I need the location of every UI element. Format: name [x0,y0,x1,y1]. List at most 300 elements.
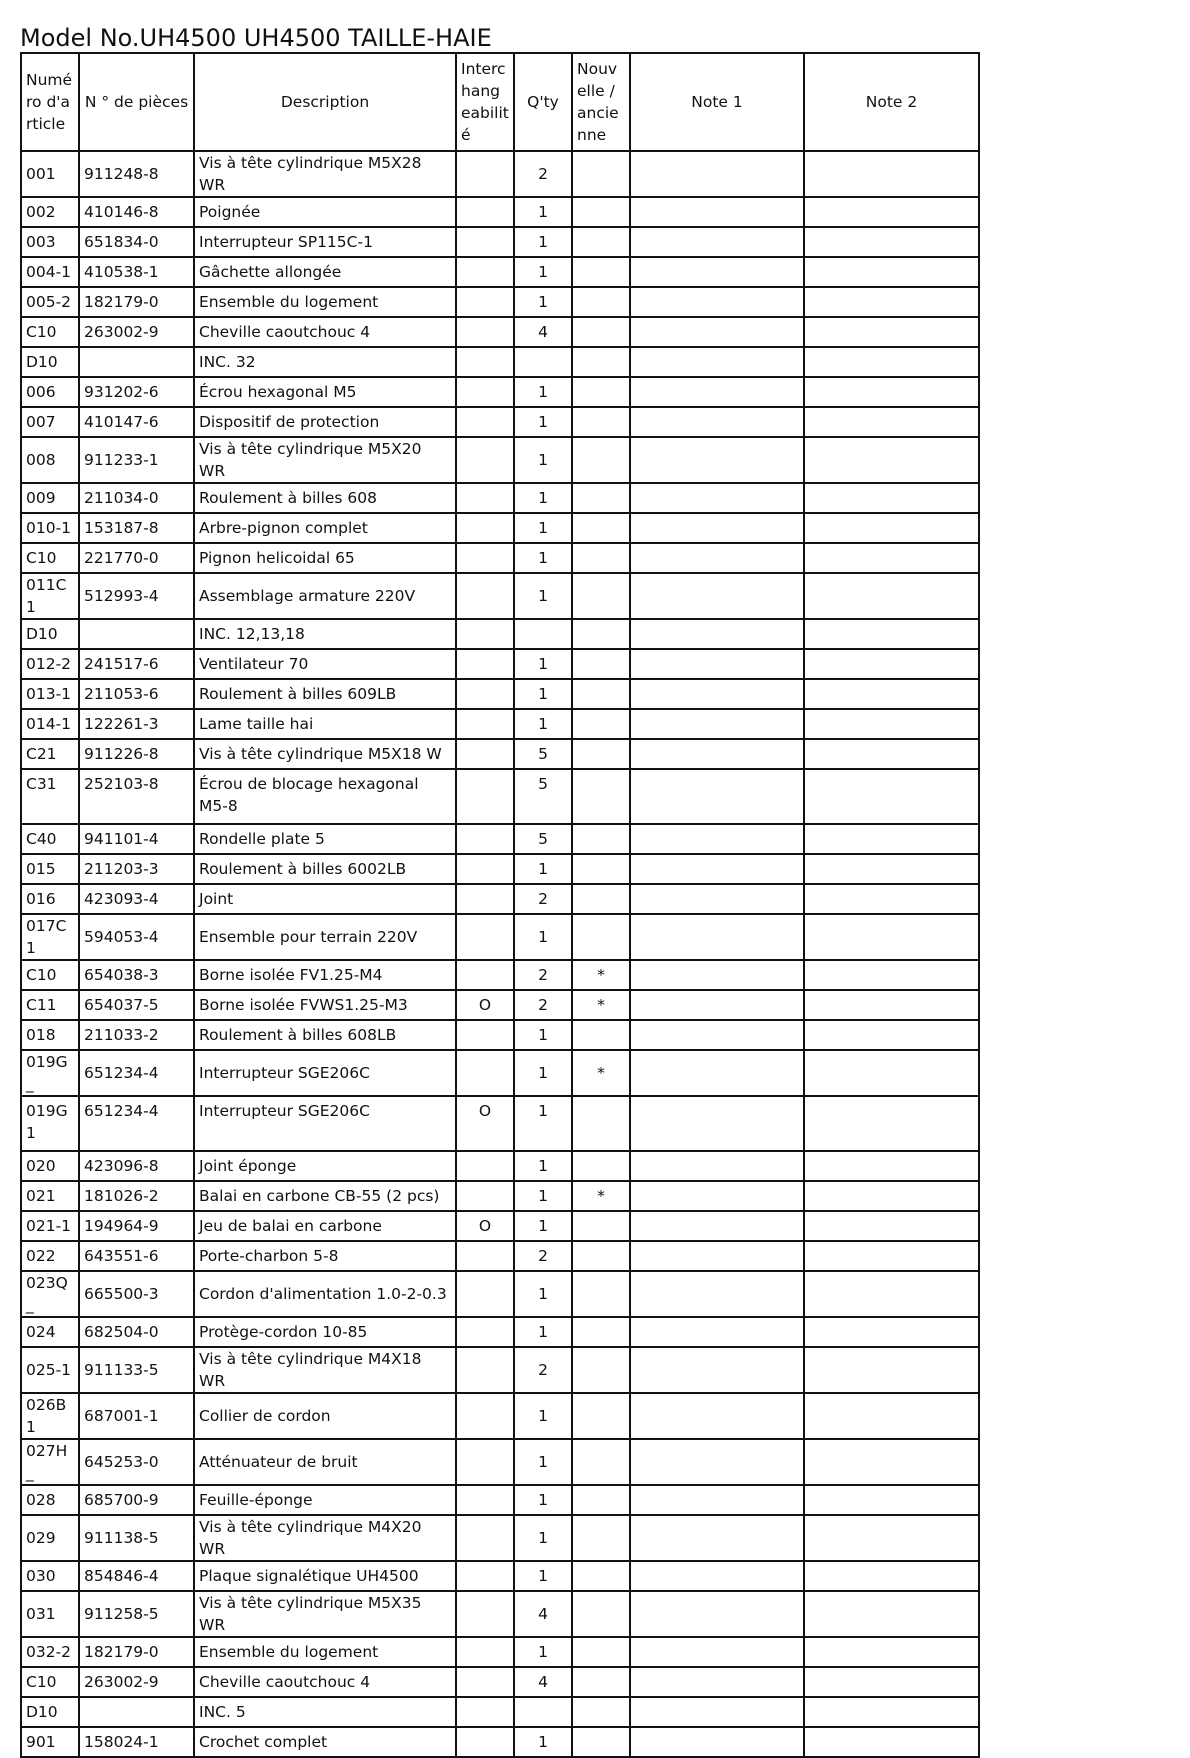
cell-note-1 [630,483,804,513]
cell-part-no: 651234-4 [79,1096,194,1151]
cell-description: Plaque signalétique UH4500 [194,1561,456,1591]
cell-item-no: 004-1 [21,257,79,287]
cell-new-old [572,1591,630,1637]
cell-description: INC. 12,13,18 [194,619,456,649]
cell-description: Roulement à billes 608LB [194,1020,456,1050]
table-row [21,257,979,287]
cell-part-no: 221770-0 [79,543,194,573]
cell-new-old [572,679,630,709]
cell-interchangeability [456,1727,514,1757]
page-title: Model No.UH4500 UH4500 TAILLE-HAIE [20,24,492,52]
cell-item-no: C10 [21,960,79,990]
cell-note-1 [630,914,804,960]
cell-interchangeability [456,619,514,649]
cell-part-no: 410146-8 [79,197,194,227]
table-row [21,1151,979,1181]
cell-qty: 5 [514,824,572,854]
cell-new-old [572,151,630,197]
cell-part-no: 931202-6 [79,377,194,407]
cell-part-no: 211034-0 [79,483,194,513]
cell-note-1 [630,573,804,619]
cell-note-2 [804,1241,979,1271]
cell-note-1 [630,1561,804,1591]
cell-part-no: 512993-4 [79,573,194,619]
cell-new-old [572,649,630,679]
cell-item-no: 031 [21,1591,79,1637]
cell-description: Gâchette allongée [194,257,456,287]
cell-item-no: 009 [21,483,79,513]
cell-new-old: * [572,990,630,1020]
cell-note-1 [630,227,804,257]
cell-new-old [572,1271,630,1317]
cell-part-no: 194964-9 [79,1211,194,1241]
cell-note-1 [630,1020,804,1050]
cell-part-no: 122261-3 [79,709,194,739]
cell-note-1 [630,619,804,649]
cell-qty: 1 [514,649,572,679]
cell-description: Ensemble pour terrain 220V [194,914,456,960]
cell-part-no: 911133-5 [79,1347,194,1393]
cell-new-old [572,287,630,317]
cell-note-1 [630,1515,804,1561]
cell-part-no: 423093-4 [79,884,194,914]
cell-description: INC. 5 [194,1697,456,1727]
cell-qty: 1 [514,543,572,573]
table-row [21,1241,979,1271]
cell-new-old [572,377,630,407]
cell-note-1 [630,437,804,483]
cell-part-no: 181026-2 [79,1181,194,1211]
cell-qty: 1 [514,1727,572,1757]
cell-note-1 [630,151,804,197]
table-row [21,151,979,197]
table-row [21,1439,979,1485]
cell-qty: 1 [514,1211,572,1241]
cell-interchangeability [456,649,514,679]
cell-qty: 1 [514,1515,572,1561]
cell-note-2 [804,377,979,407]
cell-part-no: 645253-0 [79,1439,194,1485]
cell-item-no: 005-2 [21,287,79,317]
cell-qty: 1 [514,1637,572,1667]
cell-interchangeability [456,1347,514,1393]
header-part-no: N ° de pièces [79,53,194,151]
cell-part-no: 911233-1 [79,437,194,483]
cell-interchangeability [456,513,514,543]
cell-new-old [572,257,630,287]
cell-new-old: * [572,1181,630,1211]
table-row [21,1515,979,1561]
table-row [21,914,979,960]
cell-note-2 [804,960,979,990]
cell-qty: 5 [514,769,572,824]
cell-interchangeability [456,709,514,739]
cell-item-no: 002 [21,197,79,227]
cell-note-1 [630,1591,804,1637]
cell-note-2 [804,1485,979,1515]
cell-part-no: 423096-8 [79,1151,194,1181]
cell-interchangeability [456,227,514,257]
table-row [21,1637,979,1667]
cell-qty: 4 [514,317,572,347]
table-row [21,1697,979,1727]
cell-note-2 [804,1317,979,1347]
cell-part-no: 158024-1 [79,1727,194,1757]
table-row [21,437,979,483]
cell-part-no: 643551-6 [79,1241,194,1271]
cell-qty: 1 [514,1485,572,1515]
cell-note-1 [630,513,804,543]
cell-note-2 [804,884,979,914]
cell-interchangeability: O [456,990,514,1020]
cell-description: INC. 32 [194,347,456,377]
cell-interchangeability [456,1515,514,1561]
cell-item-no: 008 [21,437,79,483]
cell-note-2 [804,513,979,543]
cell-new-old [572,1317,630,1347]
cell-interchangeability [456,407,514,437]
cell-interchangeability [456,151,514,197]
cell-interchangeability [456,1439,514,1485]
cell-new-old [572,317,630,347]
header-note-1: Note 1 [630,53,804,151]
cell-qty: 4 [514,1591,572,1637]
cell-qty: 1 [514,287,572,317]
cell-description: Balai en carbone CB-55 (2 pcs) [194,1181,456,1211]
cell-note-2 [804,1561,979,1591]
parts-table [20,52,980,1758]
cell-interchangeability [456,1050,514,1096]
cell-new-old [572,573,630,619]
cell-note-1 [630,824,804,854]
cell-item-no: C10 [21,1667,79,1697]
table-row [21,317,979,347]
cell-qty: 1 [514,1561,572,1591]
cell-item-no: 023Q_ [21,1271,79,1317]
cell-note-1 [630,1439,804,1485]
table-header-row [21,53,979,151]
cell-part-no: 252103-8 [79,769,194,824]
cell-item-no: 010-1 [21,513,79,543]
cell-note-2 [804,437,979,483]
cell-item-no: C10 [21,317,79,347]
cell-part-no: 651234-4 [79,1050,194,1096]
cell-interchangeability [456,1151,514,1181]
cell-interchangeability: O [456,1096,514,1151]
cell-note-2 [804,854,979,884]
table-row [21,1667,979,1697]
cell-item-no: C21 [21,739,79,769]
table-row [21,1050,979,1096]
cell-note-1 [630,884,804,914]
cell-new-old [572,1096,630,1151]
cell-new-old [572,1485,630,1515]
cell-qty: 2 [514,1241,572,1271]
cell-note-2 [804,1667,979,1697]
cell-description: Assemblage armature 220V [194,573,456,619]
cell-qty: 1 [514,1151,572,1181]
cell-item-no: C40 [21,824,79,854]
cell-description: Porte-charbon 5-8 [194,1241,456,1271]
cell-description: Jeu de balai en carbone [194,1211,456,1241]
cell-item-no: 026B1 [21,1393,79,1439]
cell-part-no: 685700-9 [79,1485,194,1515]
cell-new-old [572,1697,630,1727]
cell-note-1 [630,1697,804,1727]
cell-new-old [572,407,630,437]
cell-note-2 [804,197,979,227]
cell-part-no: 911226-8 [79,739,194,769]
cell-item-no: 013-1 [21,679,79,709]
table-row [21,1485,979,1515]
cell-interchangeability [456,1271,514,1317]
table-row [21,769,979,824]
cell-qty: 1 [514,377,572,407]
cell-new-old [572,619,630,649]
cell-part-no: 241517-6 [79,649,194,679]
cell-note-1 [630,649,804,679]
cell-note-2 [804,227,979,257]
cell-description: Pignon helicoidal 65 [194,543,456,573]
cell-note-2 [804,347,979,377]
cell-new-old [572,1393,630,1439]
cell-part-no: 911138-5 [79,1515,194,1561]
cell-interchangeability [456,1637,514,1667]
table-row [21,347,979,377]
cell-item-no: 003 [21,227,79,257]
cell-qty [514,347,572,377]
cell-item-no: C11 [21,990,79,1020]
cell-note-2 [804,483,979,513]
cell-part-no: 211203-3 [79,854,194,884]
cell-qty: 1 [514,437,572,483]
cell-note-2 [804,1439,979,1485]
cell-description: Interrupteur SGE206C [194,1050,456,1096]
table-row [21,483,979,513]
cell-interchangeability [456,483,514,513]
cell-note-2 [804,407,979,437]
cell-note-1 [630,1096,804,1151]
cell-new-old [572,824,630,854]
cell-note-1 [630,543,804,573]
cell-note-1 [630,1151,804,1181]
cell-note-1 [630,1485,804,1515]
cell-part-no: 153187-8 [79,513,194,543]
cell-interchangeability [456,197,514,227]
cell-interchangeability [456,1317,514,1347]
cell-interchangeability [456,377,514,407]
cell-qty: 1 [514,483,572,513]
cell-item-no: D10 [21,1697,79,1727]
cell-note-2 [804,619,979,649]
cell-new-old [572,347,630,377]
cell-note-2 [804,257,979,287]
cell-note-1 [630,1347,804,1393]
table-row [21,854,979,884]
cell-item-no: 030 [21,1561,79,1591]
cell-note-2 [804,1393,979,1439]
cell-part-no: 594053-4 [79,914,194,960]
cell-description: Roulement à billes 608 [194,483,456,513]
table-row [21,824,979,854]
cell-note-2 [804,1050,979,1096]
cell-qty: 2 [514,884,572,914]
cell-part-no: 682504-0 [79,1317,194,1347]
table-row [21,1317,979,1347]
cell-qty [514,619,572,649]
table-row [21,1347,979,1393]
cell-qty: 1 [514,1096,572,1151]
cell-interchangeability [456,854,514,884]
header-item-no: Numé ro d'a rticle [21,53,79,151]
cell-part-no: 654037-5 [79,990,194,1020]
cell-item-no: 028 [21,1485,79,1515]
header-qty: Q'ty [514,53,572,151]
cell-note-2 [804,649,979,679]
cell-item-no: D10 [21,347,79,377]
cell-new-old [572,1241,630,1271]
cell-interchangeability [456,739,514,769]
cell-qty: 1 [514,679,572,709]
cell-item-no: 025-1 [21,1347,79,1393]
cell-part-no: 651834-0 [79,227,194,257]
cell-note-2 [804,317,979,347]
table-row [21,1271,979,1317]
header-new-old: Nouv elle / ancie nne [572,53,630,151]
cell-description: Joint éponge [194,1151,456,1181]
table-row [21,619,979,649]
cell-new-old [572,709,630,739]
table-row [21,543,979,573]
table-row [21,1096,979,1151]
cell-description: Protège-cordon 10-85 [194,1317,456,1347]
table-row [21,407,979,437]
cell-part-no: 410538-1 [79,257,194,287]
cell-part-no: 211053-6 [79,679,194,709]
cell-description: Écrou de blocage hexagonal M5-8 [194,769,456,824]
cell-note-2 [804,1271,979,1317]
cell-description: Dispositif de protection [194,407,456,437]
cell-interchangeability [456,1485,514,1515]
table-row [21,709,979,739]
cell-new-old [572,1667,630,1697]
cell-item-no: 020 [21,1151,79,1181]
cell-interchangeability: O [456,1211,514,1241]
cell-note-2 [804,1211,979,1241]
cell-part-no: 182179-0 [79,1637,194,1667]
cell-note-1 [630,769,804,824]
cell-part-no: 263002-9 [79,1667,194,1697]
cell-qty: 1 [514,407,572,437]
cell-part-no: 665500-3 [79,1271,194,1317]
cell-item-no: 027H_ [21,1439,79,1485]
cell-note-2 [804,769,979,824]
cell-item-no: 901 [21,1727,79,1757]
cell-description: Interrupteur SGE206C [194,1096,456,1151]
cell-new-old [572,1561,630,1591]
table-row [21,573,979,619]
table-row [21,287,979,317]
cell-interchangeability [456,884,514,914]
cell-item-no: 012-2 [21,649,79,679]
cell-description: Lame taille hai [194,709,456,739]
cell-note-1 [630,1393,804,1439]
cell-new-old [572,1439,630,1485]
cell-new-old [572,1020,630,1050]
cell-new-old [572,197,630,227]
cell-note-2 [804,543,979,573]
cell-qty: 2 [514,1347,572,1393]
cell-part-no: 941101-4 [79,824,194,854]
cell-interchangeability [456,257,514,287]
cell-description: Roulement à billes 609LB [194,679,456,709]
table-row [21,884,979,914]
cell-note-2 [804,990,979,1020]
cell-item-no: 006 [21,377,79,407]
cell-part-no: 654038-3 [79,960,194,990]
cell-description: Joint [194,884,456,914]
cell-new-old: * [572,960,630,990]
cell-note-1 [630,709,804,739]
cell-note-2 [804,1347,979,1393]
cell-qty: 1 [514,1393,572,1439]
cell-part-no [79,347,194,377]
cell-interchangeability [456,317,514,347]
cell-note-2 [804,1637,979,1667]
cell-description: Crochet complet [194,1727,456,1757]
cell-description: Arbre-pignon complet [194,513,456,543]
cell-qty: 1 [514,197,572,227]
cell-new-old [572,483,630,513]
cell-qty: 1 [514,1317,572,1347]
cell-new-old [572,227,630,257]
cell-item-no: C31 [21,769,79,824]
table-row [21,197,979,227]
cell-note-1 [630,739,804,769]
cell-interchangeability [456,437,514,483]
cell-item-no: 015 [21,854,79,884]
cell-note-1 [630,347,804,377]
cell-qty: 1 [514,914,572,960]
cell-qty: 1 [514,257,572,287]
cell-description: Borne isolée FVWS1.25-M3 [194,990,456,1020]
cell-note-1 [630,257,804,287]
cell-description: Atténuateur de bruit [194,1439,456,1485]
cell-item-no: 018 [21,1020,79,1050]
cell-qty: 1 [514,1181,572,1211]
cell-qty: 1 [514,573,572,619]
cell-note-2 [804,914,979,960]
cell-description: Vis à tête cylindrique M4X20 WR [194,1515,456,1561]
cell-note-2 [804,287,979,317]
cell-qty: 1 [514,513,572,543]
cell-item-no: C10 [21,543,79,573]
cell-note-1 [630,960,804,990]
cell-note-2 [804,1515,979,1561]
cell-interchangeability [456,347,514,377]
cell-note-1 [630,1271,804,1317]
cell-item-no: 032-2 [21,1637,79,1667]
cell-note-1 [630,407,804,437]
table-row [21,739,979,769]
cell-qty: 1 [514,709,572,739]
cell-note-2 [804,1020,979,1050]
table-row [21,227,979,257]
cell-item-no: D10 [21,619,79,649]
cell-interchangeability [456,824,514,854]
cell-interchangeability [456,1393,514,1439]
cell-item-no: 019G_ [21,1050,79,1096]
